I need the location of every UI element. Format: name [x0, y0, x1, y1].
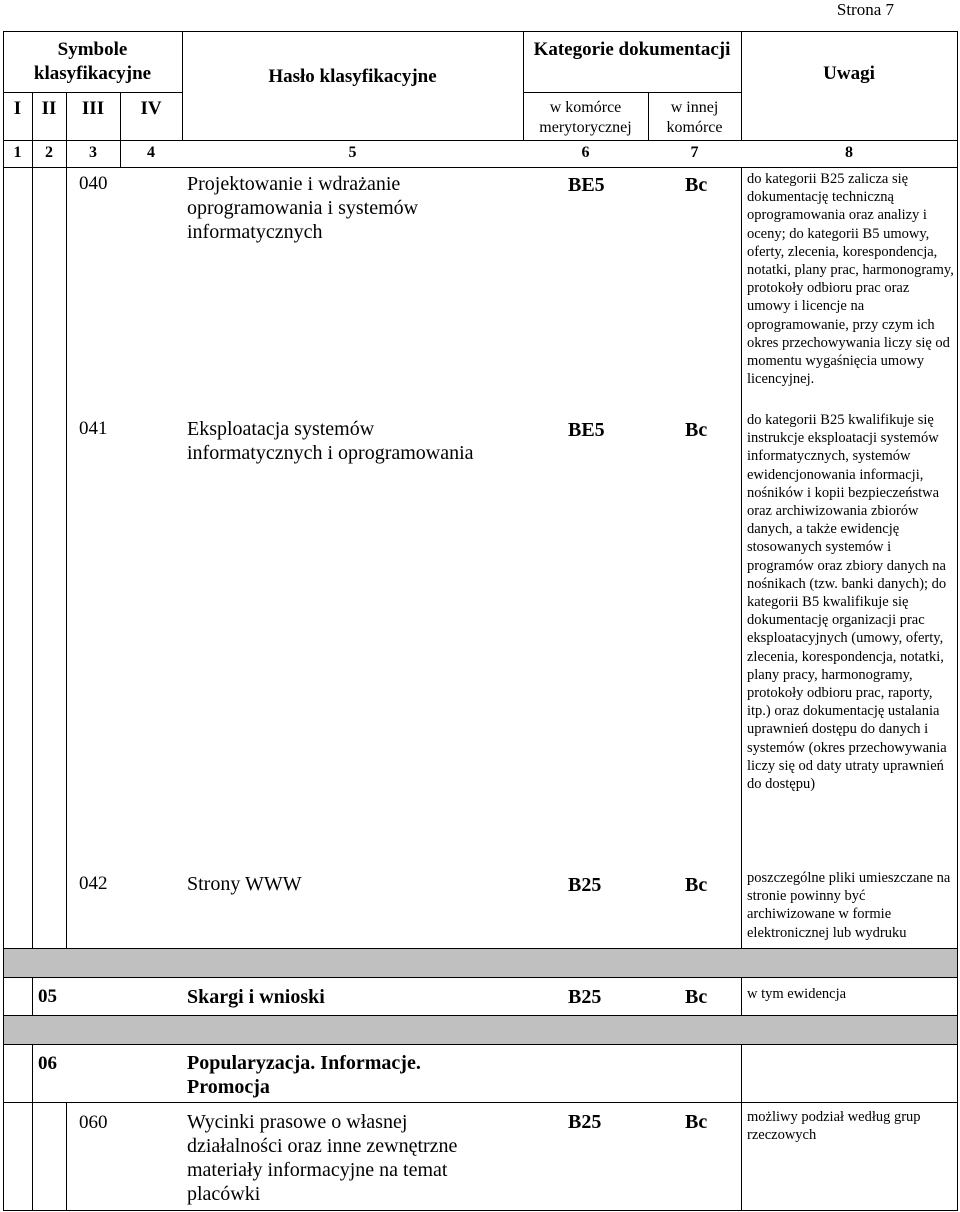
table-right-border — [957, 31, 958, 1211]
header-level-IV: IV — [140, 98, 162, 119]
header-w-innej: w innej komórce — [666, 99, 723, 136]
row-title-06: Popularyzacja. Informacje. Promocja — [187, 1052, 421, 1098]
header-level-I: I — [13, 98, 22, 119]
row-cat-merit-041: BE5 — [568, 419, 605, 441]
row-title-041: Eksploatacja systemów informatycznych i oprogramowania — [187, 418, 474, 464]
row-cat-other-040: Bc — [685, 174, 708, 196]
row-note-05: w tym ewidencja — [747, 986, 847, 1002]
row-cat-merit-05: B25 — [568, 986, 602, 1008]
header-num-1: 1 — [13, 144, 22, 161]
header-num-8: 8 — [845, 144, 853, 161]
header-haslo: Hasło klasyfikacyjne — [268, 66, 437, 87]
row-title-040: Projektowanie i wdrażanie oprogramowania i systemów informatycznych — [187, 173, 419, 243]
header-divider-numbers-bottom — [3, 167, 958, 168]
row05-col-line — [32, 977, 33, 1015]
header-level-II: II — [41, 98, 57, 119]
header-num-3: 3 — [89, 144, 97, 161]
row-title-042: Strony WWW — [187, 873, 302, 895]
row-symbol-060: 060 — [79, 1112, 108, 1133]
header-num-5: 5 — [348, 144, 357, 161]
row060-col-line — [66, 1102, 67, 1210]
header-divider-numbers-top — [3, 140, 958, 141]
page-number-label: Strona 7 — [836, 0, 894, 19]
band-top-line — [3, 948, 958, 949]
row-title-05: Skargi i wnioski — [187, 986, 325, 1008]
section-separator-band — [4, 948, 957, 977]
band-bottom-line — [3, 977, 958, 978]
body-col-line-32 — [32, 167, 33, 948]
row-note-041: do kategorii B25 kwalifikuje się instrukcje eksploatacji systemów informatycznych, systemów ewidencjonowania informacji, nośników i kopii bezpieczeństwa oraz archiwizowania zbiorów danych, a także ewidencję stosowanych systemów i programów oraz zbiory danych na nośnikach (tzw. banki danych); do kategorii B5 kwalifikuje się dokumentację organizacji prac eksploatacyjnych (umowy, oferty, zlecenia, korespondencja, notatki, plany pracy, harmonogramy, protokoły odbioru prac, raporty, itp.) oraz dokumentację ustalania uprawnień dostępu do danych i systemów (okres przechowywania liczy się od daty utraty uprawnień do dostępu) — [747, 412, 947, 793]
header-num-6: 6 — [581, 144, 590, 161]
row-cat-merit-060: B25 — [568, 1111, 602, 1133]
row-cat-other-060: Bc — [685, 1111, 708, 1133]
header-kategorie: Kategorie dokumentacji — [533, 39, 731, 60]
row-symbol-040: 040 — [79, 173, 108, 194]
header-num-2: 2 — [45, 144, 53, 161]
row-cat-other-041: Bc — [685, 419, 708, 441]
row-cat-merit-040: BE5 — [568, 174, 605, 196]
row06-col-line — [741, 1044, 742, 1210]
row-cat-other-042: Bc — [685, 874, 708, 896]
section-separator-band — [4, 1015, 957, 1044]
band-bottom-line — [3, 1044, 958, 1045]
header-divider-categories — [523, 92, 741, 93]
row-symbol-042: 042 — [79, 873, 108, 894]
row-symbol-06: 06 — [38, 1053, 57, 1074]
table-bottom-border — [3, 1210, 958, 1211]
row-note-042: poszczególne pliki umieszczane na stronie powinny być archiwizowane w formie elektronicznej lub wydruku — [747, 870, 951, 941]
row-cat-merit-042: B25 — [568, 874, 602, 896]
header-col-kategorie-uwagi — [741, 31, 742, 140]
row-note-060: możliwy podział według grup rzeczowych — [747, 1109, 921, 1144]
body-col-line-741 — [741, 167, 742, 948]
header-w-komorce: w komórce merytorycznej — [539, 99, 632, 136]
row-symbol-05: 05 — [38, 986, 57, 1007]
row06-bottom-line — [3, 1102, 958, 1103]
row-cat-other-05: Bc — [685, 986, 708, 1008]
row05-col-line — [741, 977, 742, 1015]
header-num-7: 7 — [690, 144, 699, 161]
header-divider-symbols — [3, 92, 182, 93]
body-col-line-66 — [66, 167, 67, 948]
header-num-4: 4 — [147, 144, 155, 161]
row-title-060: Wycinki prasowe o własnej działalności oraz inne zewnętrzne materiały informacyjne na temat placówki — [187, 1111, 458, 1205]
band-top-line — [3, 1015, 958, 1016]
row-symbol-041: 041 — [79, 418, 108, 439]
row-note-040: do kategorii B25 zalicza się dokumentację techniczną oprogramowania oraz analizy i oceny; do kategorii B5 umowy, oferty, zlecenia, korespondencja, notatki, plany prac, harmonogramy, protokoły odbioru prac oraz umowy i licencje na oprogramowanie, przy czym ich okres przechowywania liczy się od momentu wygaśnięcia umowy licencyjnej. — [747, 171, 954, 388]
table-top-border — [3, 31, 958, 32]
header-symbols: Symbole klasyfikacyjne — [33, 39, 152, 84]
header-uwagi: Uwagi — [823, 63, 875, 84]
row06-col-line — [32, 1044, 33, 1210]
header-level-III: III — [81, 98, 105, 119]
